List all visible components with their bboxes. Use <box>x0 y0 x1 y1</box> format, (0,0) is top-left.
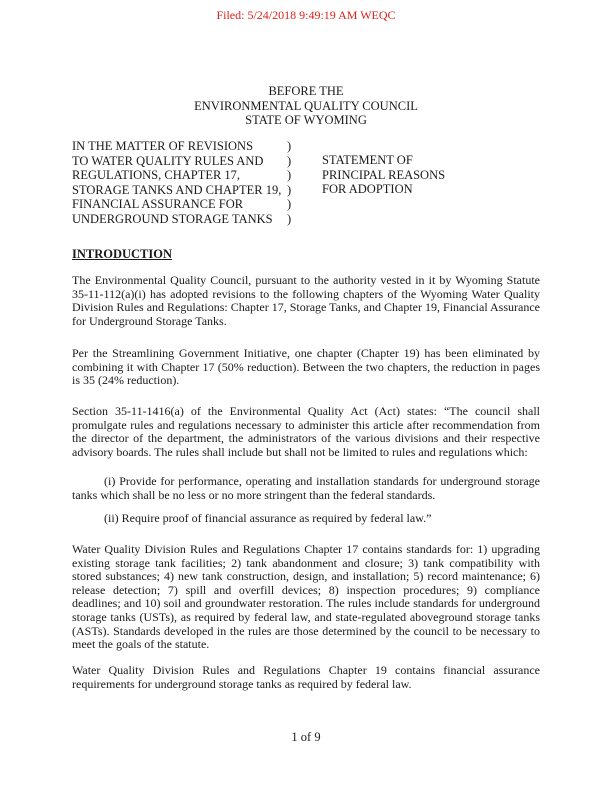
filed-stamp: Filed: 5/24/2018 9:49:19 AM WEQC <box>216 8 396 22</box>
quoted-item-text: (i) Provide for performance, operating and installation standards for underground storage tanks which shall be no less or no more stringent than the federal standards. <box>72 474 540 502</box>
paragraph: Section 35-11-1416(a) of the Environmental Quality Act (Act) states: “The council shall promulgate rules and regulations necessary to administer this article after recommendation from the director of the department, the administrators of the various divisions and their respective advisory boards. The rules shall include but shall not be limited to rules and regulations which: <box>72 404 540 459</box>
caption-parens <box>287 139 297 226</box>
page-number: 1 of 9 <box>291 730 321 744</box>
caption-line: FINANCIAL ASSURANCE FOR <box>72 197 244 211</box>
document-type <box>322 153 522 197</box>
caption-paren: ) <box>287 139 292 153</box>
caption-line: TO WATER QUALITY RULES AND <box>72 153 264 168</box>
caption-paren: ) <box>287 182 292 197</box>
quoted-item: (ii) Require proof of financial assurance as required by federal law.” <box>104 511 432 525</box>
heading-line-2: ENVIRONMENTAL QUALITY COUNCIL <box>194 98 418 113</box>
caption-paren: ) <box>287 211 292 226</box>
caption-paren: ) <box>287 197 292 211</box>
quoted-item <box>72 475 540 502</box>
document-type-line: FOR ADOPTION <box>322 182 413 196</box>
caption-paren: ) <box>287 153 292 168</box>
paragraph: Per the Streamlining Government Initiative, one chapter (Chapter 19) has been eliminated by combining it with Chapter 17 (50% reduction). Between the two chapters, the reduction in pages is 35 (24% reduction). <box>72 346 540 388</box>
caption-line: IN THE MATTER OF REVISIONS <box>72 139 254 153</box>
section-title: INTRODUCTION <box>72 247 173 261</box>
paragraph: Water Quality Division Rules and Regulations Chapter 19 contains financial assurance requirements for underground storage tanks as required by federal law. <box>72 663 540 691</box>
document-type-line: PRINCIPAL REASONS <box>322 167 446 182</box>
caption-paren: ) <box>287 168 292 182</box>
heading-line-3: STATE OF WYOMING <box>245 113 367 127</box>
caption-line: REGULATIONS, CHAPTER 17, <box>72 168 241 182</box>
paragraph: Water Quality Division Rules and Regulations Chapter 17 contains standards for: 1) upgrading existing storage tank facilities; 2) tank abandonment and closure; 3) tank compatibility with stored substances; 4) new tank construction, design, and installation; 5) record maintenance; 6) release detection; 7) spill and overfill devices; 8) inspection procedures; 9) compliance deadlines; and 10) soil and groundwater restoration. The rules include standards for underground storage tanks (USTs), as required by federal law, and state-regulated aboveground storage tanks (ASTs). Standards developed in the rules are those determined by the council to be necessary to meet the goals of the statute. <box>72 542 540 652</box>
document-type-line: STATEMENT OF <box>322 153 413 167</box>
case-caption <box>72 139 282 226</box>
caption-line: UNDERGROUND STORAGE TANKS <box>72 211 273 226</box>
paragraph: The Environmental Quality Council, pursuant to the authority vested in it by Wyoming Statute 35-11-112(a)(i) has adopted revisions to the following chapters of the Wyoming Water Quality Division Rules and Regulations: Chapter 17, Storage Tanks, and Chapter 19, Financial Assurance for Underground Storage Tanks. <box>72 273 540 328</box>
document-heading <box>0 84 612 128</box>
heading-line-1: BEFORE THE <box>268 84 344 98</box>
caption-line: STORAGE TANKS AND CHAPTER 19, <box>72 182 282 197</box>
